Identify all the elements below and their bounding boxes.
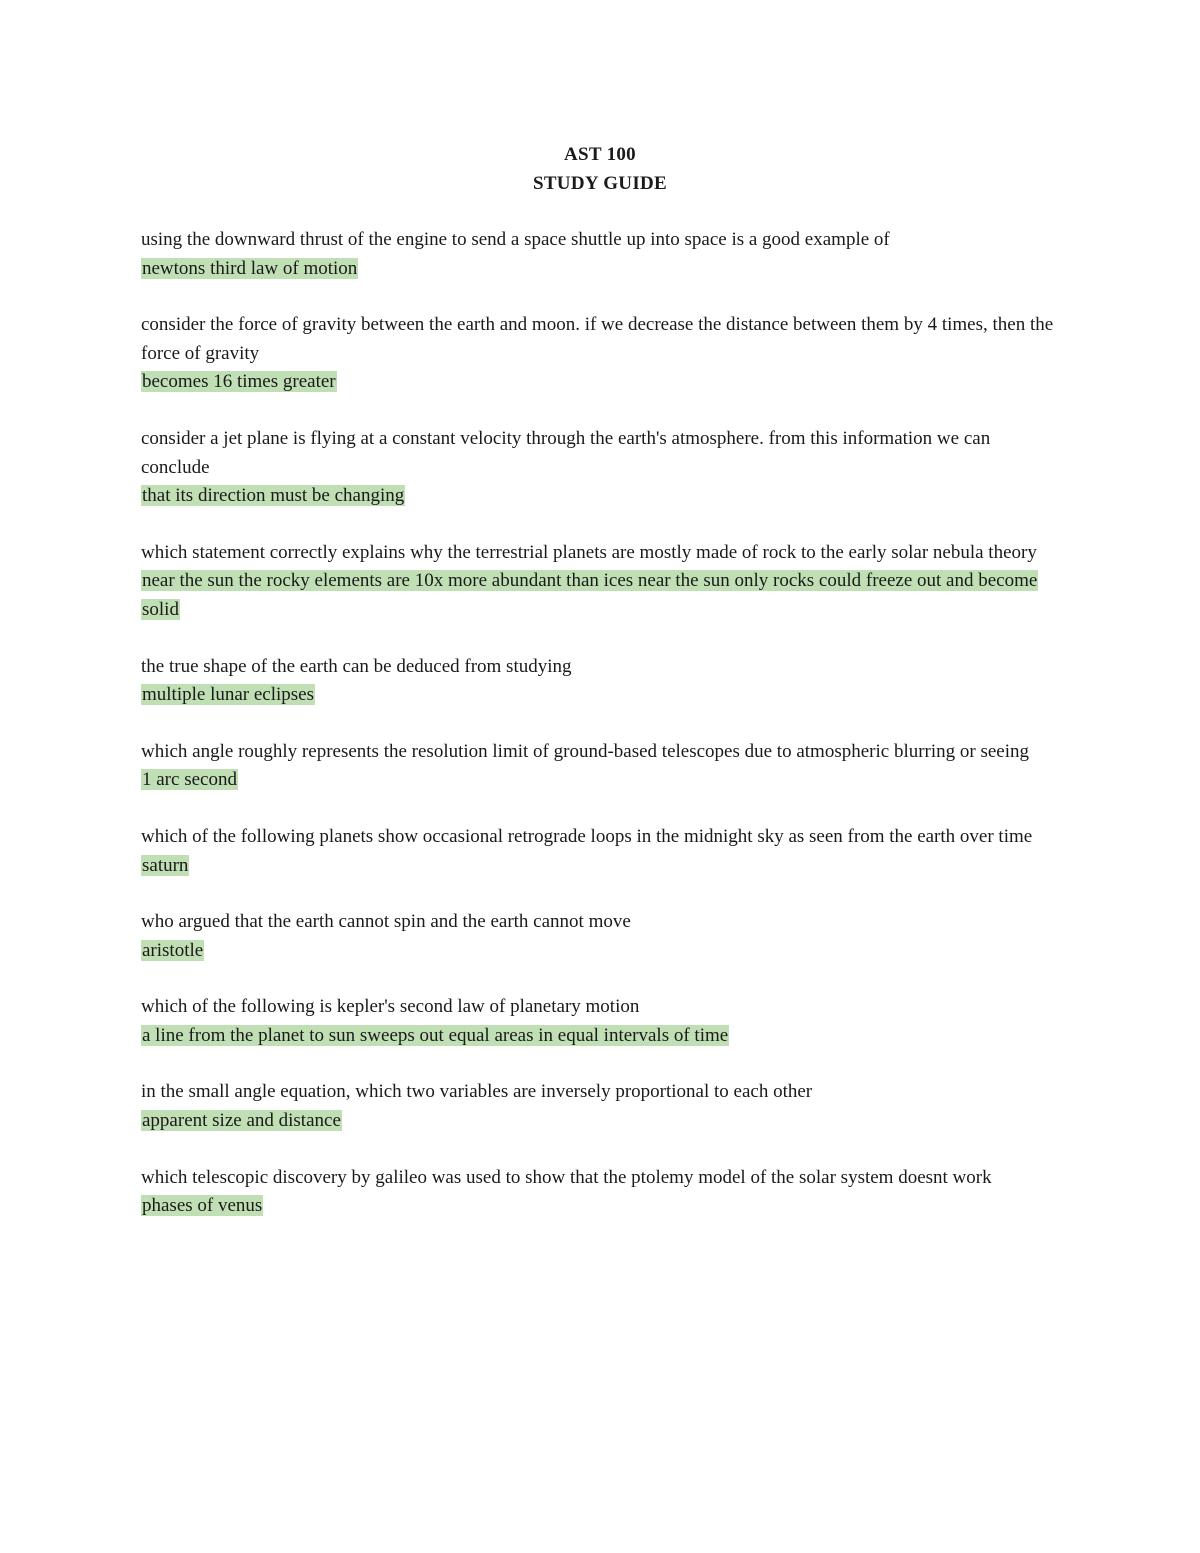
qa-item-1 bbox=[141, 226, 1061, 283]
question-text: which statement correctly explains why the terrestrial planets are mostly made of rock to the early solar nebula theory bbox=[141, 541, 1037, 563]
question-text: the true shape of the earth can be deduced from studying bbox=[141, 655, 572, 677]
question-text: using the downward thrust of the engine to send a space shuttle up into space is a good example of bbox=[141, 229, 890, 250]
answer-highlight: becomes 16 times greater bbox=[142, 371, 336, 393]
qa-item-11 bbox=[141, 1164, 1061, 1221]
document-title: AST 100 bbox=[564, 144, 636, 165]
answer-highlight: that its direction must be changing bbox=[142, 485, 405, 507]
document-subtitle: STUDY GUIDE bbox=[532, 173, 668, 194]
question-text: consider a jet plane is flying at a constant velocity through the earth's atmosphere. from this information we can conclude bbox=[141, 427, 991, 478]
question-text: in the small angle equation, which two variables are inversely proportional to each other bbox=[141, 1081, 813, 1103]
question-text: which of the following planets show occasional retrograde loops in the midnight sky as seen from the earth over time bbox=[141, 825, 1033, 847]
answer-highlight: saturn bbox=[142, 854, 189, 876]
qa-item-3 bbox=[141, 425, 1061, 511]
qa-item-10 bbox=[141, 1078, 1061, 1135]
question-text: who argued that the earth cannot spin and the earth cannot move bbox=[141, 911, 631, 933]
answer-highlight: multiple lunar eclipses bbox=[142, 684, 315, 706]
answer-highlight: aristotle bbox=[142, 939, 204, 961]
question-text: which telescopic discovery by galileo was used to show that the ptolemy model of the solar system doesnt work bbox=[141, 1166, 992, 1188]
qa-item-8 bbox=[141, 908, 1061, 965]
qa-item-4 bbox=[141, 539, 1061, 625]
answer-highlight: near the sun the rocky elements are 10x more abundant than ices near the sun only rocks could freeze out and become solid bbox=[142, 570, 1038, 620]
qa-item-5 bbox=[141, 653, 1061, 710]
answer-highlight: a line from the planet to sun sweeps out equal areas in equal intervals of time bbox=[142, 1024, 729, 1046]
qa-item-9 bbox=[141, 993, 1061, 1050]
qa-list bbox=[141, 226, 1061, 1249]
answer-highlight: apparent size and distance bbox=[142, 1110, 341, 1132]
answer-highlight: 1 arc second bbox=[142, 769, 237, 791]
question-text: which angle roughly represents the resolution limit of ground-based telescopes due to atmospheric blurring or seeing bbox=[141, 740, 1030, 762]
qa-item-6 bbox=[141, 738, 1061, 795]
document-header bbox=[0, 140, 1200, 198]
answer-highlight: phases of venus bbox=[142, 1195, 263, 1217]
qa-item-7 bbox=[141, 823, 1061, 880]
question-text: which of the following is kepler's second law of planetary motion bbox=[141, 996, 640, 1018]
qa-item-2 bbox=[141, 311, 1061, 397]
question-text: consider the force of gravity between the earth and moon. if we decrease the distance between them by 4 times, then the force of gravity bbox=[141, 314, 1054, 364]
answer-highlight: newtons third law of motion bbox=[142, 257, 358, 279]
